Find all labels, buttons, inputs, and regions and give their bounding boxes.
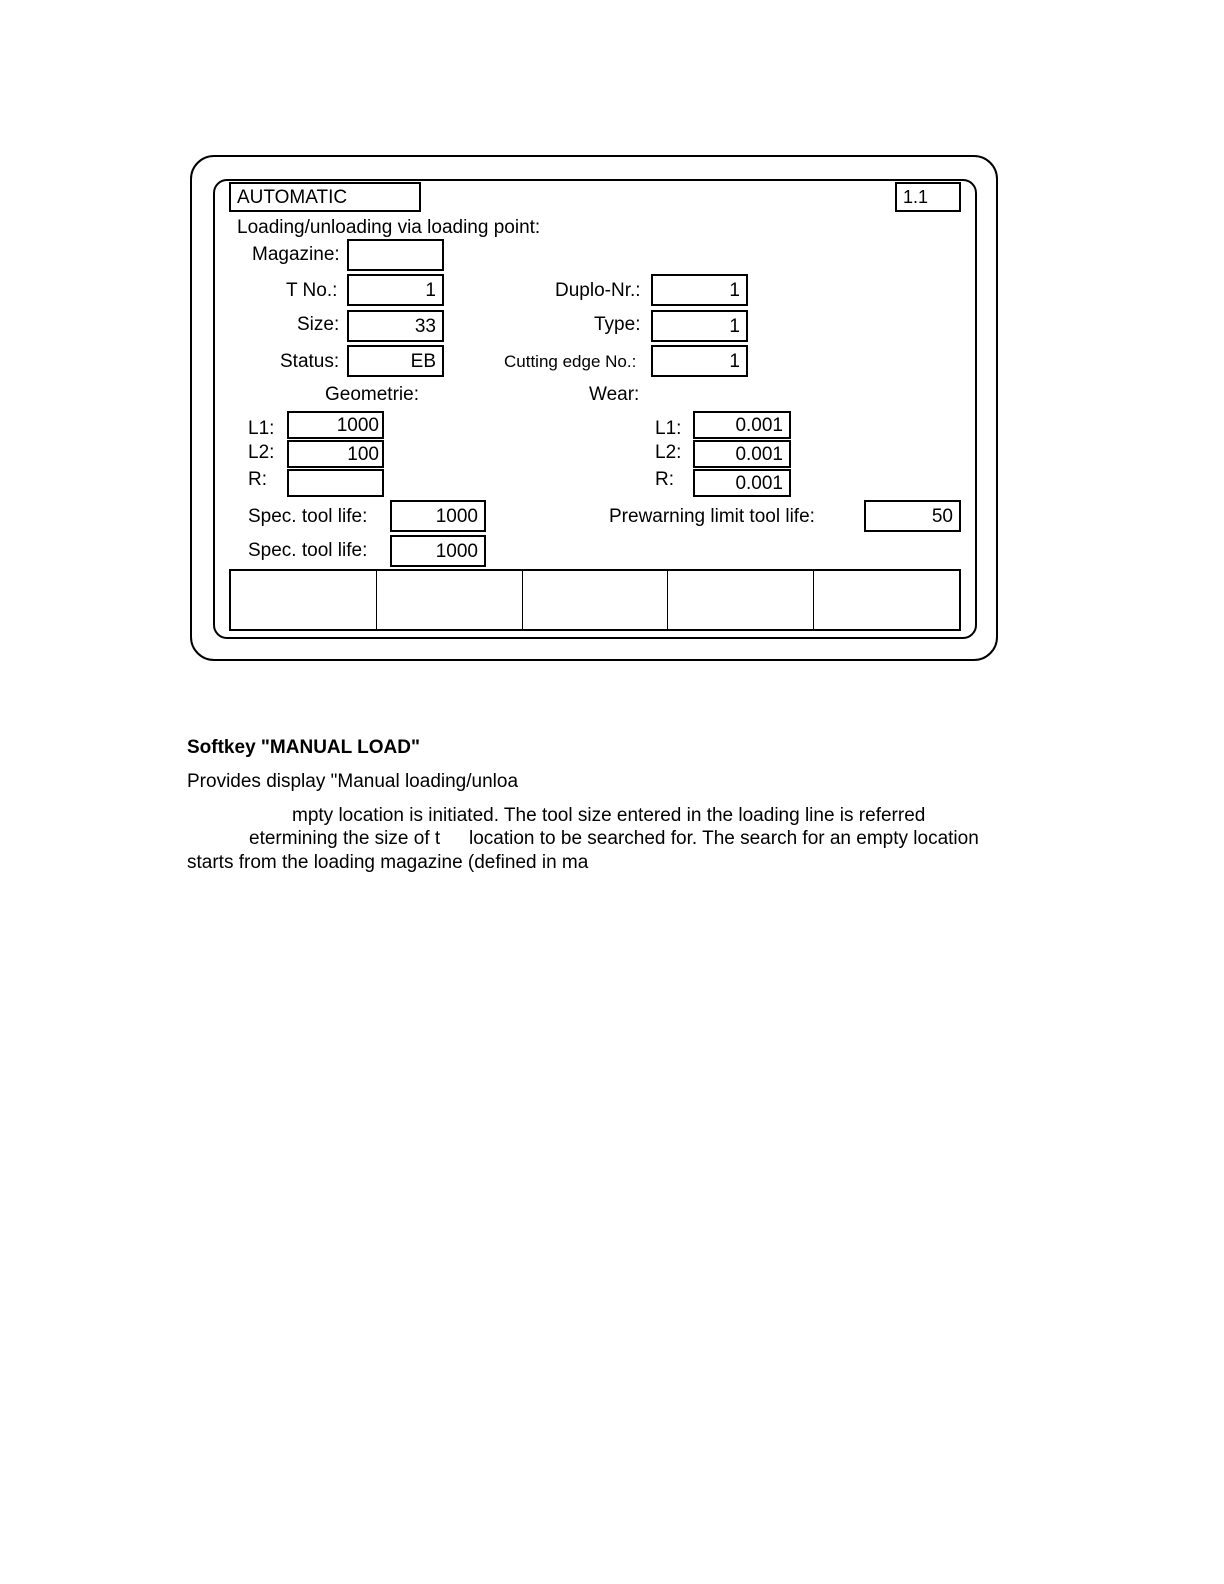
status-label: Status:: [280, 351, 340, 372]
prewarning-label: Prewarning limit tool life:: [609, 506, 815, 527]
softkey-bar: [229, 569, 961, 631]
wear-title: Wear:: [589, 384, 640, 405]
doc-heading: Softkey "MANUAL LOAD": [187, 737, 421, 758]
wear-r-field[interactable]: 0.001: [693, 469, 791, 497]
status-field[interactable]: EB: [347, 345, 444, 377]
doc-line-3a: etermining the size of t: [249, 828, 441, 849]
type-label: Type:: [594, 314, 641, 335]
duplo-field[interactable]: 1: [651, 274, 748, 306]
doc-line-4: starts from the loading magazine (defined in ma: [187, 852, 589, 873]
geometry-l2-field[interactable]: 100: [287, 440, 384, 468]
geometry-r-field[interactable]: [287, 469, 384, 497]
cutting-edge-field[interactable]: 1: [651, 345, 748, 377]
mode-display: AUTOMATIC: [229, 182, 421, 212]
duplo-label: Duplo-Nr.:: [555, 280, 641, 301]
doc-line-1: Provides display "Manual loading/unloa: [187, 771, 519, 792]
softkey-3[interactable]: [523, 571, 669, 629]
geometry-l2-label: L2:: [248, 442, 275, 463]
t-no-label: T No.:: [286, 280, 338, 301]
doc-line-2: mpty location is initiated. The tool size entered in the loading line is referred: [292, 805, 926, 826]
geometry-title: Geometrie:: [325, 384, 419, 405]
softkey-4[interactable]: [668, 571, 814, 629]
geometry-r-label: R:: [248, 469, 267, 490]
spec-tool-life-2-label: Spec. tool life:: [248, 540, 368, 561]
magazine-label: Magazine:: [252, 244, 340, 265]
screen-heading: Loading/unloading via loading point:: [237, 217, 541, 238]
spec-tool-life-2-field[interactable]: 1000: [390, 535, 486, 567]
type-field[interactable]: 1: [651, 310, 748, 342]
page-number: 1.1: [895, 182, 961, 212]
magazine-field[interactable]: [347, 239, 444, 271]
geometry-l1-field[interactable]: 1000: [287, 411, 384, 439]
geometry-l1-label: L1:: [248, 418, 275, 439]
doc-line-3b: location to be searched for. The search for an empty location: [469, 828, 979, 849]
wear-r-label: R:: [655, 469, 674, 490]
softkey-1[interactable]: [231, 571, 377, 629]
wear-l2-label: L2:: [655, 442, 682, 463]
prewarning-field[interactable]: 50: [864, 500, 961, 532]
wear-l2-field[interactable]: 0.001: [693, 440, 791, 468]
cutting-edge-label: Cutting edge No.:: [504, 352, 637, 371]
size-label: Size:: [297, 314, 340, 335]
softkey-5[interactable]: [814, 571, 959, 629]
softkey-2[interactable]: [377, 571, 523, 629]
spec-tool-life-1-field[interactable]: 1000: [390, 500, 486, 532]
spec-tool-life-1-label: Spec. tool life:: [248, 506, 368, 527]
t-no-field[interactable]: 1: [347, 274, 444, 306]
size-field[interactable]: 33: [347, 310, 444, 342]
wear-l1-field[interactable]: 0.001: [693, 411, 791, 439]
wear-l1-label: L1:: [655, 418, 682, 439]
